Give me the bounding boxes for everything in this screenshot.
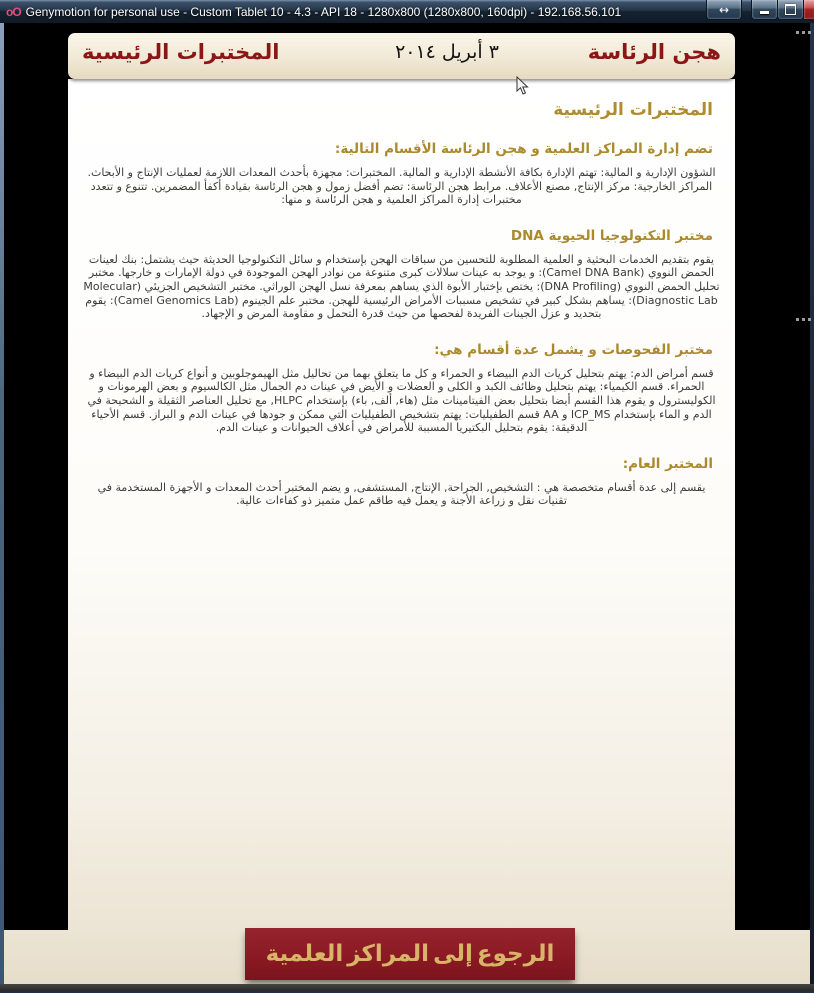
section-heading: تضم إدارة المراكز العلمية و هجن الرئاسة الأقسام التالية: bbox=[334, 141, 713, 157]
document bbox=[68, 33, 735, 930]
app-title: هجن الرئاسة bbox=[587, 40, 721, 64]
header-page-name: المختبرات الرئيسية bbox=[82, 40, 280, 64]
back-to-scientific-centers-button[interactable]: الرجوع إلى المراكز العلمية bbox=[245, 928, 575, 980]
content-page bbox=[68, 79, 735, 930]
content-section bbox=[68, 342, 735, 435]
maximize-button[interactable] bbox=[777, 0, 804, 20]
maximize-icon bbox=[785, 4, 796, 15]
window-border-right bbox=[810, 23, 814, 984]
app-header bbox=[68, 33, 735, 79]
overflow-dots-top-icon[interactable] bbox=[796, 31, 812, 35]
minimize-icon bbox=[760, 11, 769, 14]
content-section bbox=[68, 228, 735, 321]
genymotion-logo-icon: oO bbox=[6, 4, 21, 19]
resize-arrows-icon: ↔ bbox=[718, 2, 730, 17]
window-title: Genymotion for personal use - Custom Tablet 10 - 4.3 - API 18 - 1280x800 (1280x800, 160dpi) - 192.168.56.101 bbox=[25, 4, 622, 19]
page-title: المختبرات الرئيسية bbox=[553, 100, 713, 120]
section-body: الشؤون الإدارية و المالية: تهتم الإدارة بكافة الأنشطة الإدارية و المالية. المختبرات: مجهزة بأحدث المعدات اللازمة لعمليات الإنتاج و الأبحاث. المراكز الخارجية: مركز الإنتاج, مصنع الأعلاف. مرابط هجن الرئاسة: تضم أفضل زمول و هجن الرئاسة بقيادة أكفأ المضمرين. تتنوع و تتعدد مختبرات إدارة المراكز العلمية و هجن الرئاسة و منها: bbox=[87, 166, 716, 207]
content-section bbox=[68, 141, 735, 207]
section-body: يقوم بتقديم الخدمات البحثية و العلمية المطلوبة للتحسين من سباقات الهجن بإستخدام و سائل التكنولوجيا الحديثة حيث يشتمل: بنك لعينات الحمض النووي (Camel DNA Bank): و يوجد به عينات سلالات كبرى متنوعة من نوادر الهجن الموجودة في دولة الإمارات و خارجها. مختبر تحليل الحمض النووي (DNA Profiling): يختص بإختبار الأبوة الذي يساهم بمعرفة نسل الهجن الوراثي. مختبر التشخيص الجزيئي (Molecular Diagnostic Lab): يساهم بشكل كبير في تشخيص مسببات الأمراض الرئيسية للهجن. مختبر علم الجينوم (Camel Genomics Lab): يقوم بتحديد و عزل الجينات الفريدة لفحصها من حيث قدرة التحمل و مقاومة المرض و الإجهاد. bbox=[83, 252, 720, 321]
content-section bbox=[68, 456, 735, 508]
close-button[interactable] bbox=[803, 0, 814, 20]
window-bottom-bar bbox=[0, 984, 814, 993]
section-heading: مختبر التكنولوجيا الحيوية DNA bbox=[510, 227, 713, 244]
section-heading: المختبر العام: bbox=[622, 455, 713, 472]
header-date: ٣ أبريل ٢٠١٤ bbox=[395, 41, 499, 63]
minimize-button[interactable] bbox=[751, 0, 778, 20]
overflow-dots-middle-icon[interactable] bbox=[796, 318, 812, 322]
section-heading: مختبر الفحوصات و يشمل عدة أقسام هي: bbox=[434, 341, 713, 358]
window-resize-button[interactable] bbox=[706, 0, 742, 20]
section-body: يقسم إلى عدة أقسام متخصصة هي : التشخيص, الجراحة, الإنتاج, المستشفى, و يضم المختبر أحدث المعدات و الأجهزة المستخدمة في تقنيات نقل و زراعة الأجنة و يعمل فيه طاقم عمل متميز ذو كفاءات عالية. bbox=[97, 480, 706, 508]
window-titlebar bbox=[0, 0, 814, 24]
emulator-screen bbox=[4, 23, 810, 984]
section-body: قسم أمراض الدم: يهتم بتحليل كريات الدم البيضاء و الحمراء و كل ما يتعلق بهما من تحاليل مثل الهيموجلوبين و أنواع كريات الدم البيضاء و الحمراء. قسم الكيمياء: يهتم بتحليل وظائف الكبد و الكلى و العضلات و الأيض في عينات دم الجمال مثل الكالسيوم و بعض الهرمونات و الكوليسترول و يقوم هذا القسم أيضا بتحليل بعض الفيتامينات مثل (هاء, ألف, باء) بإستخدام HLPC, مع تحليل العناصر الثقيلة و الشحيحة في الدم و الماء بإستخدام ICP_MS و AA قسم الطفيليات: يهتم بتشخيص الطفيليات التي ممكن و جودها في عينات الدم و البراز. قسم الأحياء الدقيقة: يقوم بتحليل البكتيريا المسببة للأمراض في أعلاف الحيوانات و عينات الدم. bbox=[87, 366, 716, 435]
